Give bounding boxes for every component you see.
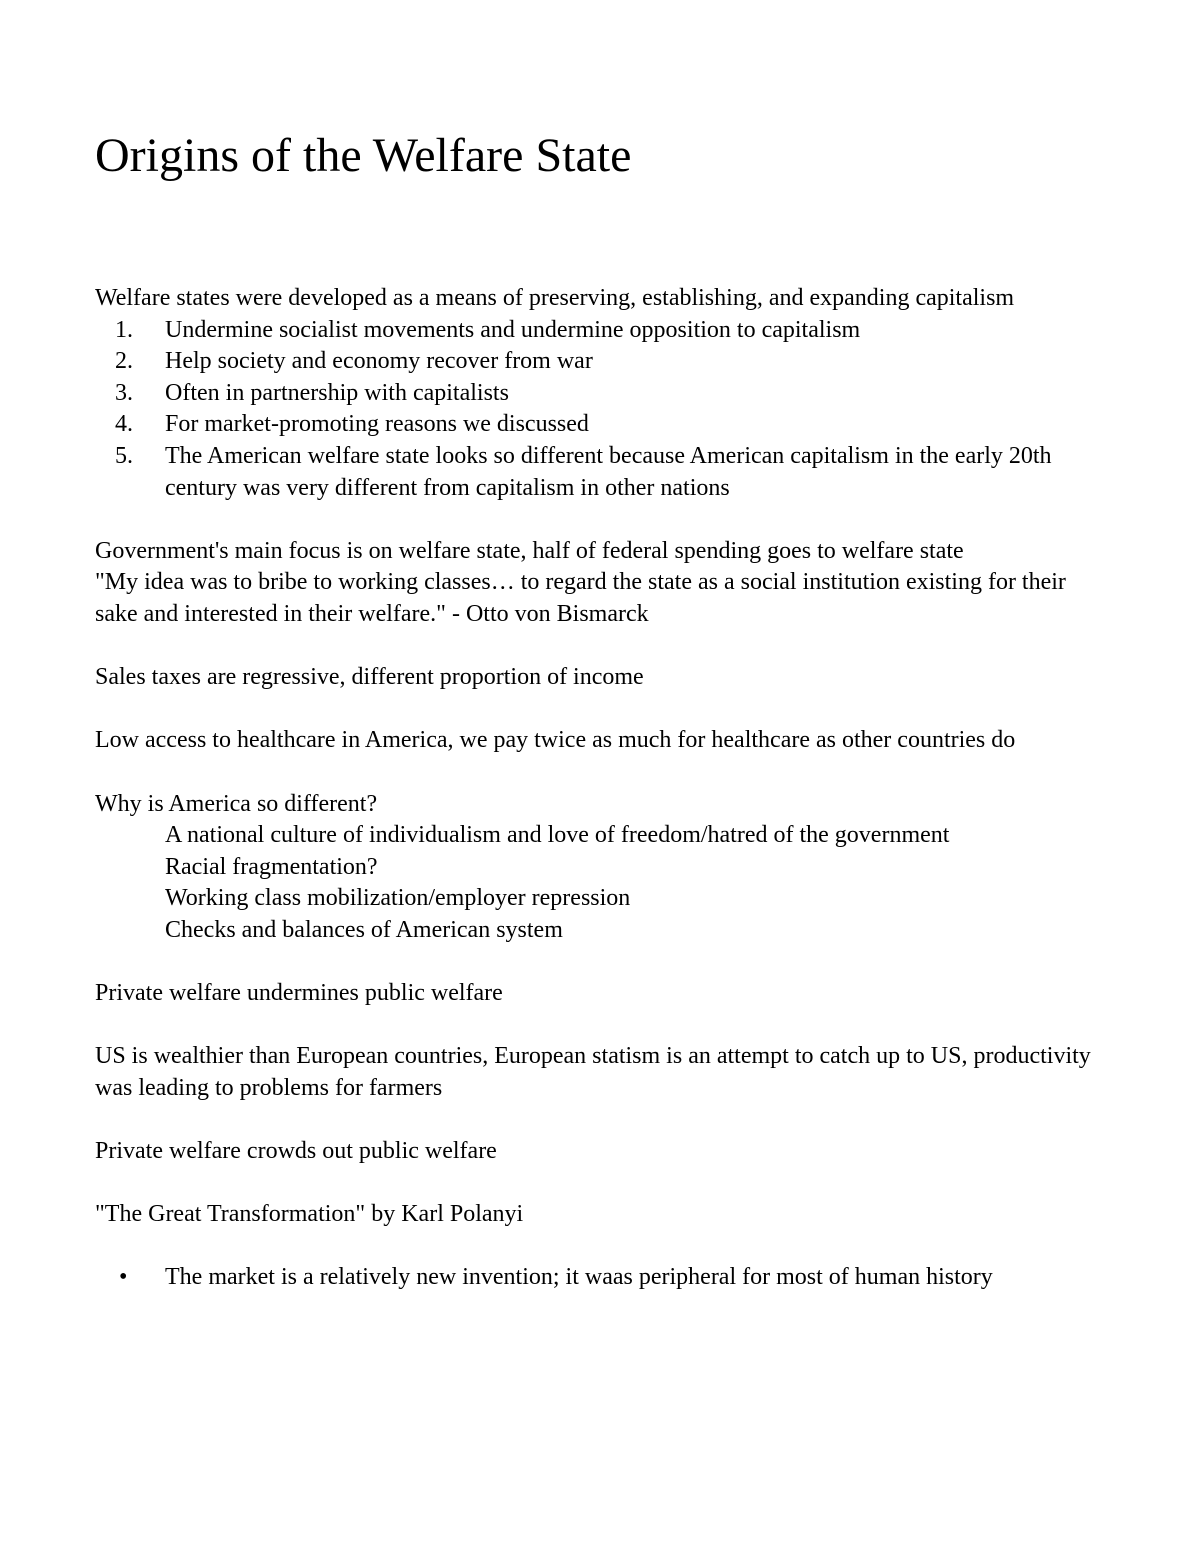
numbered-list-item: [95, 378, 1105, 410]
document-title: Origins of the Welfare State: [95, 129, 632, 182]
numbered-list-item: [95, 346, 1105, 378]
list-number: 1.: [115, 316, 133, 343]
list-number: 2.: [115, 348, 133, 375]
government-paragraph: Government's main focus is on welfare state, half of federal spending goes to welfare state: [95, 537, 964, 564]
document-body: [95, 283, 1105, 1294]
list-item-text: Undermine socialist movements and undermine opposition to capitalism: [165, 316, 861, 343]
list-item-text: Often in partnership with capitalists: [165, 379, 509, 406]
bullet-list-item: [95, 1262, 1105, 1294]
private-crowds-paragraph: Private welfare crowds out public welfare: [95, 1138, 497, 1165]
why-america-reason: Racial fragmentation?: [165, 853, 378, 880]
why-america-reason: Checks and balances of American system: [165, 916, 563, 943]
why-america-reason: Working class mobilization/employer repression: [165, 885, 631, 912]
us-wealthier-paragraph: US is wealthier than European countries, European statism is an attempt to catch up to US, productivity was leading to problems for farmers: [95, 1043, 1091, 1101]
paragraph-spacer: [95, 757, 1105, 789]
numbered-list-item: [95, 441, 1105, 504]
paragraph-spacer: [95, 504, 1105, 536]
list-item-text: Help society and economy recover from war: [165, 348, 593, 375]
private-undermines-paragraph: Private welfare undermines public welfare: [95, 980, 503, 1007]
bismarck-quote: "My idea was to bribe to working classes… to regard the state as a social institution existing for their sake and interested in their welfare." - Otto von Bismarck: [95, 569, 1066, 627]
paragraph-spacer: [95, 946, 1105, 978]
bullet-icon: •: [119, 1264, 128, 1291]
paragraph-spacer: [95, 1168, 1105, 1200]
why-america-heading: Why is America so different?: [95, 790, 378, 817]
list-number: 4.: [115, 411, 133, 438]
sales-taxes-paragraph: Sales taxes are regressive, different proportion of income: [95, 664, 644, 691]
numbered-list-item: [95, 409, 1105, 441]
numbered-list-item: [95, 315, 1105, 347]
bullet-item-text: The market is a relatively new invention; it waas peripheral for most of human history: [165, 1264, 993, 1291]
list-item-text: The American welfare state looks so different because American capitalism in the early 20th century was very different from capitalism in other nations: [165, 442, 1052, 501]
intro-paragraph: Welfare states were developed as a means of preserving, establishing, and expanding capitalism: [95, 285, 1015, 311]
paragraph-spacer: [95, 1010, 1105, 1042]
polanyi-paragraph: "The Great Transformation" by Karl Polanyi: [95, 1201, 524, 1228]
polanyi-bullet-list: [95, 1262, 1105, 1294]
paragraph-spacer: [95, 1231, 1105, 1263]
paragraph-spacer: [95, 631, 1105, 663]
why-america-reason: A national culture of individualism and love of freedom/hatred of the government: [165, 822, 950, 849]
list-number: 3.: [115, 379, 133, 406]
reasons-numbered-list: [95, 315, 1105, 505]
paragraph-spacer: [95, 1104, 1105, 1136]
document-page: [95, 128, 1105, 1294]
paragraph-spacer: [95, 694, 1105, 726]
list-number: 5.: [115, 442, 133, 469]
list-item-text: For market-promoting reasons we discussed: [165, 411, 589, 438]
healthcare-paragraph: Low access to healthcare in America, we pay twice as much for healthcare as other countries do: [95, 727, 1016, 754]
